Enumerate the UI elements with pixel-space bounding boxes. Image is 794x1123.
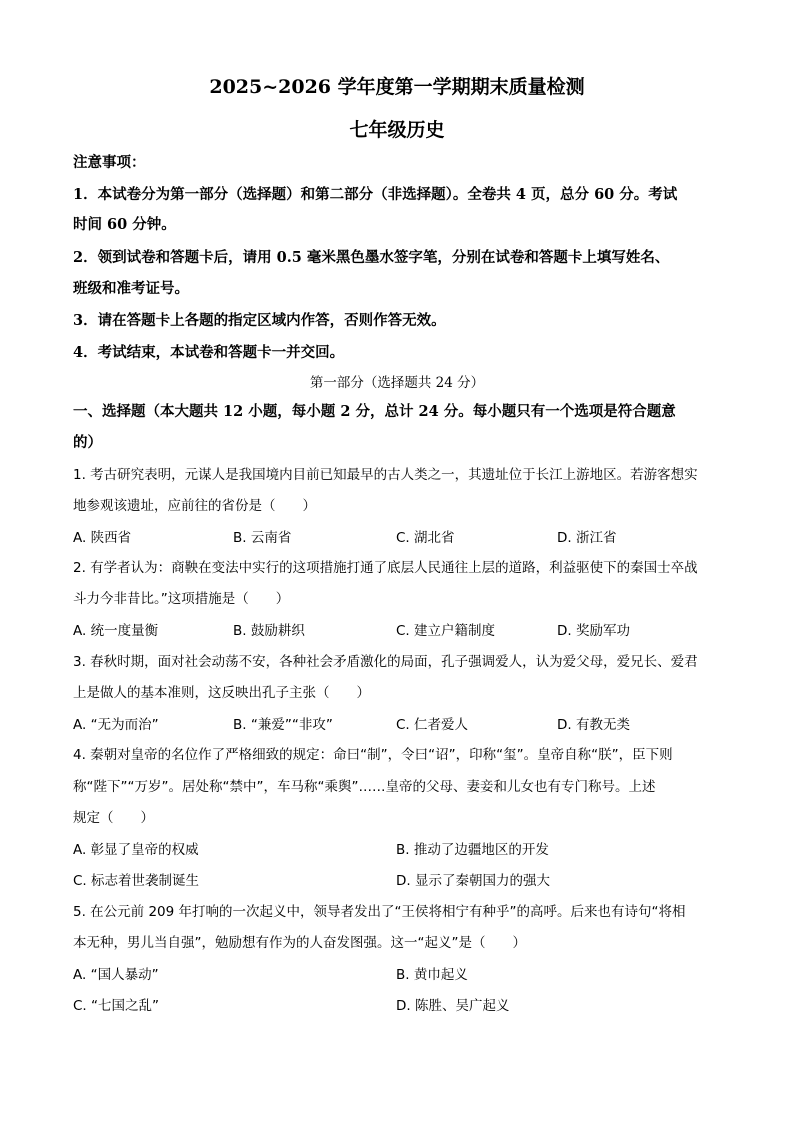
exam-subject: 七年级历史 (349, 119, 445, 141)
question-1-option-a[interactable]: A. 陕西省 (73, 530, 132, 546)
note-4: 4．考试结束，本试卷和答题卡一并交回。 (73, 344, 345, 361)
part1-title: 第一部分（选择题共 24 分） (309, 375, 485, 391)
note-3: 3．请在答题卡上各题的指定区域内作答，否则作答无效。 (73, 312, 446, 329)
question-5-stem-line-2: 本无种，男儿当自强”，勉励想有作为的人奋发图强。这一“起义”是（ ） (73, 935, 526, 951)
question-2-option-c[interactable]: C. 建立户籍制度 (396, 623, 496, 639)
note-1-line-1: 1．本试卷分为第一部分（选择题）和第二部分（非选择题）。全卷共 4 页，总分 60 分。考试 (73, 186, 678, 203)
part1-instructions-line-2: 的） (73, 434, 102, 451)
question-3-option-d[interactable]: D. 有教无类 (557, 717, 630, 733)
question-2-stem-line-1: 2. 有学者认为：商鞅在变法中实行的这项措施打通了底层人民通往上层的道路，利益驱使下的秦国士卒战 (73, 560, 698, 576)
question-5-option-b[interactable]: B. 黄巾起义 (396, 967, 468, 983)
question-4-option-c[interactable]: C. 标志着世袭制诞生 (73, 873, 200, 889)
question-3-option-a[interactable]: A. “无为而治” (73, 717, 159, 733)
question-1-stem-line-2: 地参观该遗址，应前往的省份是（ ） (73, 498, 316, 514)
note-2-line-2: 班级和准考证号。 (73, 280, 189, 297)
question-4-stem-line-2: 称“陛下”“万岁”。居处称“禁中”，车马称“乘舆”……皇帝的父母、妻妾和儿女也有专门称号。上述 (73, 779, 656, 795)
question-3-option-c[interactable]: C. 仁者爱人 (396, 717, 469, 733)
question-1-option-b[interactable]: B. 云南省 (233, 530, 292, 546)
question-1-stem-line-1: 1. 考古研究表明，元谋人是我国境内目前已知最早的古人类之一，其遗址位于长江上游地区。若游客想实 (73, 467, 698, 483)
notes-heading: 注意事项： (73, 154, 146, 171)
question-4-stem-line-3: 规定（ ） (73, 810, 154, 826)
exam-title: 2025~2026 学年度第一学期期末质量检测 (209, 76, 585, 98)
question-1-option-c[interactable]: C. 湖北省 (396, 530, 455, 546)
question-1-option-d[interactable]: D. 浙江省 (557, 530, 617, 546)
note-2-line-1: 2．领到试卷和答题卡后，请用 0.5 毫米黑色墨水签字笔，分别在试卷和答题卡上填写姓名、 (73, 249, 670, 266)
question-3-stem-line-1: 3. 春秋时期，面对社会动荡不安，各种社会矛盾激化的局面，孔子强调爱人，认为爱父母，爱兄长、爱君 (73, 654, 698, 670)
question-5-option-d[interactable]: D. 陈胜、吴广起义 (396, 998, 510, 1014)
question-4-option-a[interactable]: A. 彰显了皇帝的权威 (73, 842, 199, 858)
question-2-option-b[interactable]: B. 鼓励耕织 (233, 623, 305, 639)
part1-instructions-line-1: 一、选择题（本大题共 12 小题，每小题 2 分，总计 24 分。每小题只有一个选项是符合题意 (73, 403, 676, 420)
question-3-stem-line-2: 上是做人的基本准则，这反映出孔子主张（ ） (73, 685, 370, 701)
question-4-option-d[interactable]: D. 显示了秦朝国力的强大 (396, 873, 550, 889)
question-5-stem-line-1: 5. 在公元前 209 年打响的一次起义中，领导者发出了“王侯将相宁有种乎”的高呼。后来也有诗句“将相 (73, 904, 686, 920)
question-2-option-d[interactable]: D. 奖励军功 (557, 623, 630, 639)
question-2-stem-line-2: 斗力今非昔比。”这项措施是（ ） (73, 591, 290, 607)
question-4-option-b[interactable]: B. 推动了边疆地区的开发 (396, 842, 549, 858)
question-2-option-a[interactable]: A. 统一度量衡 (73, 623, 159, 639)
note-1-line-2: 时间 60 分钟。 (73, 216, 176, 233)
question-5-option-c[interactable]: C. “七国之乱” (73, 998, 159, 1014)
question-4-stem-line-1: 4. 秦朝对皇帝的名位作了严格细致的规定：命曰“制”，令曰“诏”，印称“玺”。皇帝自称“朕”，臣下则 (73, 747, 673, 763)
question-3-option-b[interactable]: B. “兼爱”“非攻” (233, 717, 333, 733)
question-5-option-a[interactable]: A. “国人暴动” (73, 967, 159, 983)
